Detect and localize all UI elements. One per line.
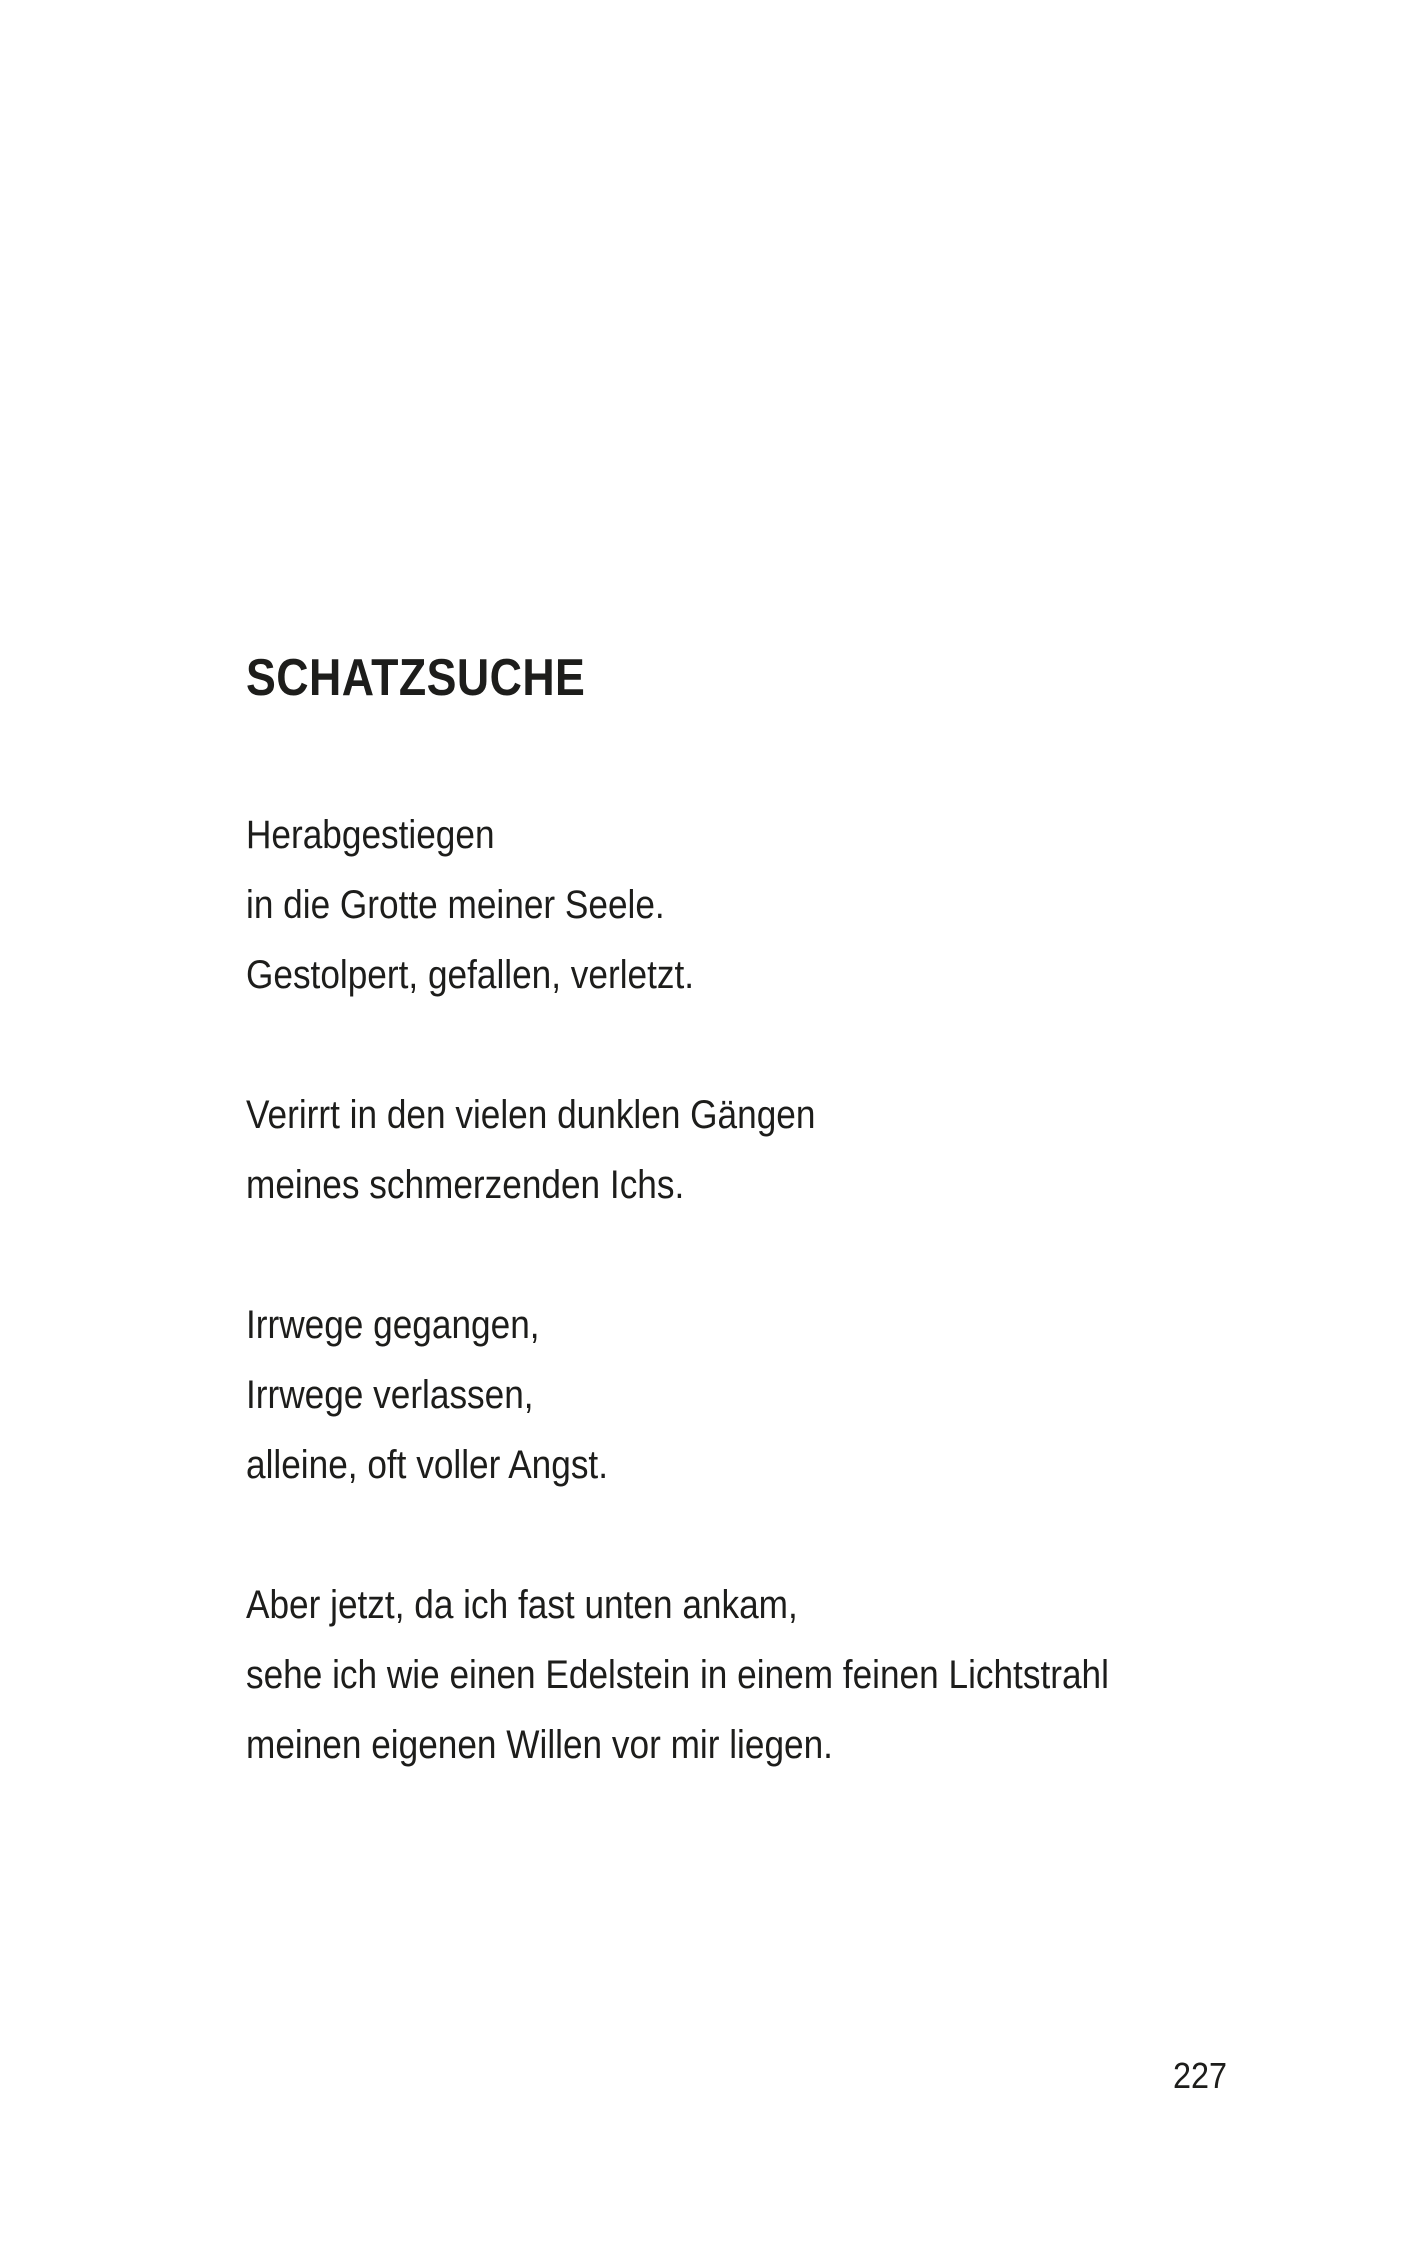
poem-line: meinen eigenen Willen vor mir liegen. [246, 1723, 833, 1767]
stanza-3 [246, 1290, 1227, 1500]
stanza-4 [246, 1570, 1227, 1780]
poem-line: in die Grotte meiner Seele. [246, 883, 665, 927]
poem-line: sehe ich wie einen Edelstein in einem feinen Lichtstrahl [246, 1653, 1109, 1697]
poem-line: Irrwege gegangen, [246, 1303, 540, 1347]
poem-line: Verirrt in den vielen dunklen Gängen [246, 1093, 816, 1137]
poem-body [246, 800, 1227, 1850]
page-number: 227 [1172, 2055, 1227, 2096]
stanza-1 [246, 800, 1227, 1010]
poem-line: Gestolpert, gefallen, verletzt. [246, 953, 695, 997]
poem-line: Irrwege verlassen, [246, 1373, 534, 1417]
poem-line: meines schmerzenden Ichs. [246, 1163, 685, 1207]
poem-title: SCHATZSUCHE [246, 649, 586, 707]
stanza-2 [246, 1080, 1227, 1220]
poem-line: Aber jetzt, da ich fast unten ankam, [246, 1583, 798, 1627]
poem-line: alleine, oft voller Angst. [246, 1443, 608, 1487]
poem-line: Herabgestiegen [246, 813, 495, 857]
